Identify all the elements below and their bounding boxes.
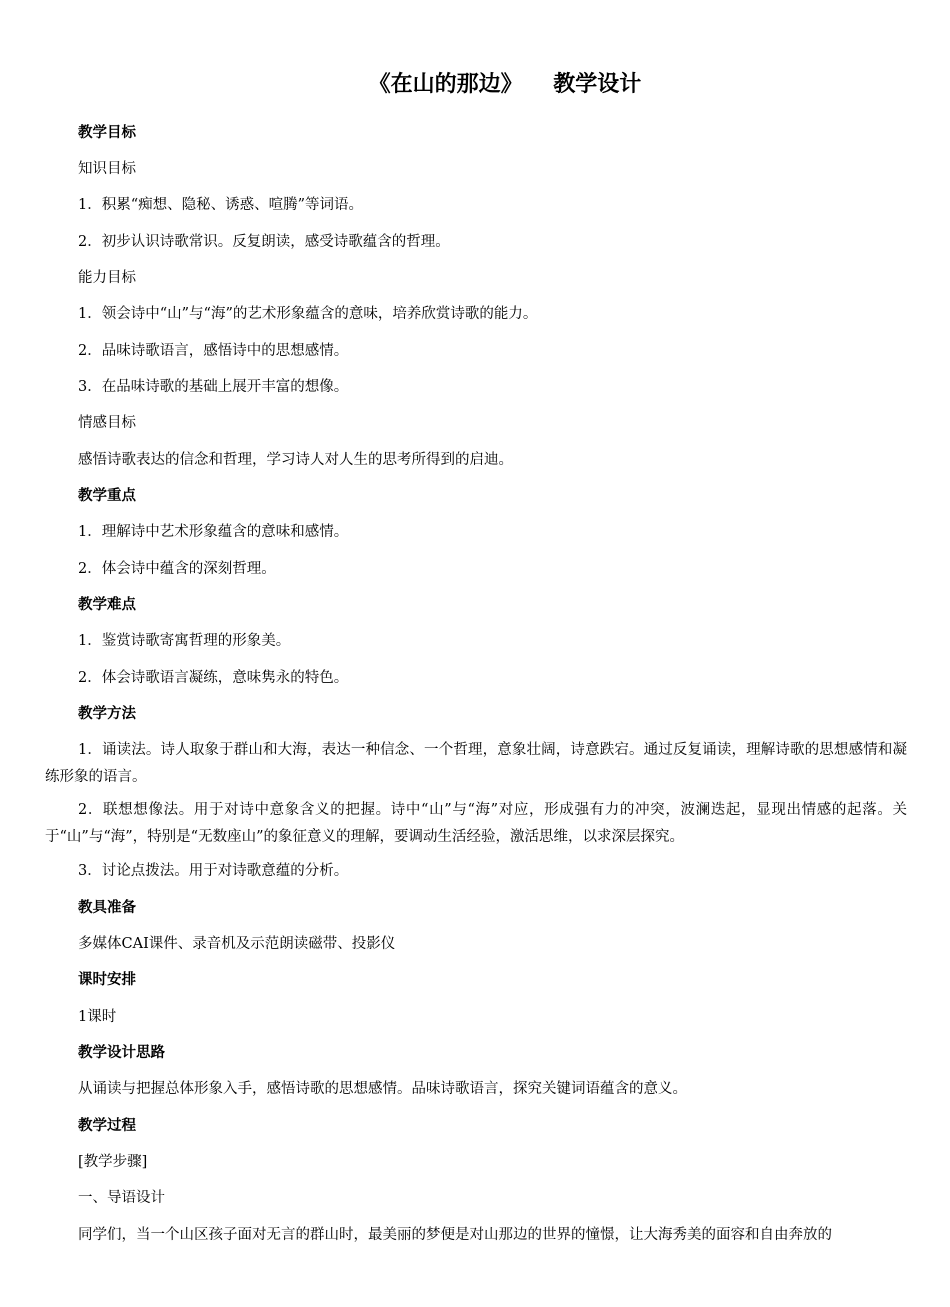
heading-design-approach: 教学设计思路	[78, 1045, 165, 1061]
ability-item-2: 2．品味诗歌语言，感悟诗中的思想感情。	[78, 343, 349, 359]
emotion-objective-text: 感悟诗歌表达的信念和哲理，学习诗人对人生的思考所得到的启迪。	[78, 452, 513, 468]
key-point-1: 1．理解诗中艺术形象蕴含的意味和感情。	[78, 524, 349, 540]
ability-item-3: 3．在品味诗歌的基础上展开丰富的想像。	[78, 379, 349, 395]
ability-item-1: 1．领会诗中“山”与“海”的艺术形象蕴含的意味，培养欣赏诗歌的能力。	[78, 306, 538, 322]
difficulty-2: 2．体会诗歌语言凝练，意味隽永的特色。	[78, 670, 349, 686]
heading-objectives: 教学目标	[78, 125, 136, 141]
process-steps-label: [教学步骤]	[78, 1154, 148, 1170]
process-intro-text: 同学们，当一个山区孩子面对无言的群山时，最美丽的梦便是对山那边的世界的憧憬，让大海秀美的面容和自由奔放的	[78, 1227, 832, 1243]
label-emotion-objectives: 情感目标	[78, 415, 136, 431]
materials-text: 多媒体CAI课件、录音机及示范朗读磁带、投影仪	[78, 936, 396, 952]
schedule-text: 1课时	[78, 1009, 117, 1025]
design-approach-text: 从诵读与把握总体形象入手，感悟诗歌的思想感情。品味诗歌语言，探究关键词语蕴含的意义。	[78, 1081, 687, 1097]
heading-schedule: 课时安排	[78, 972, 136, 988]
label-ability-objectives: 能力目标	[78, 270, 136, 286]
process-section-1: 一、导语设计	[78, 1190, 165, 1206]
method-2: 2．联想想像法。用于对诗中意象含义的把握。诗中“山”与“海”对应，形成强有力的冲突，波澜迭起，显现出情感的起落。关于“山”与“海”，特别是“无数座山”的象征意义的理解，要调动生活经验，激活思维，以求深层探究。	[45, 802, 907, 845]
heading-methods: 教学方法	[78, 706, 136, 722]
difficulty-1: 1．鉴赏诗歌寄寓哲理的形象美。	[78, 633, 291, 649]
label-knowledge-objectives: 知识目标	[78, 161, 136, 177]
method-3: 3．讨论点拨法。用于对诗歌意蕴的分析。	[78, 863, 349, 879]
knowledge-item-2: 2．初步认识诗歌常识。反复朗读，感受诗歌蕴含的哲理。	[78, 234, 450, 250]
method-1: 1．诵读法。诗人取象于群山和大海，表达一种信念、一个哲理，意象壮阔，诗意跌宕。通过反复诵读，理解诗歌的思想感情和凝练形象的语言。	[45, 742, 907, 785]
document-title: 《在山的那边》 教学设计	[368, 72, 642, 97]
heading-difficulties: 教学难点	[78, 597, 136, 613]
heading-key-points: 教学重点	[78, 488, 136, 504]
key-point-2: 2．体会诗中蕴含的深刻哲理。	[78, 561, 276, 577]
knowledge-item-1: 1．积累“痴想、隐秘、诱惑、喧腾”等词语。	[78, 197, 364, 213]
heading-process: 教学过程	[78, 1118, 136, 1134]
heading-materials: 教具准备	[78, 900, 136, 916]
